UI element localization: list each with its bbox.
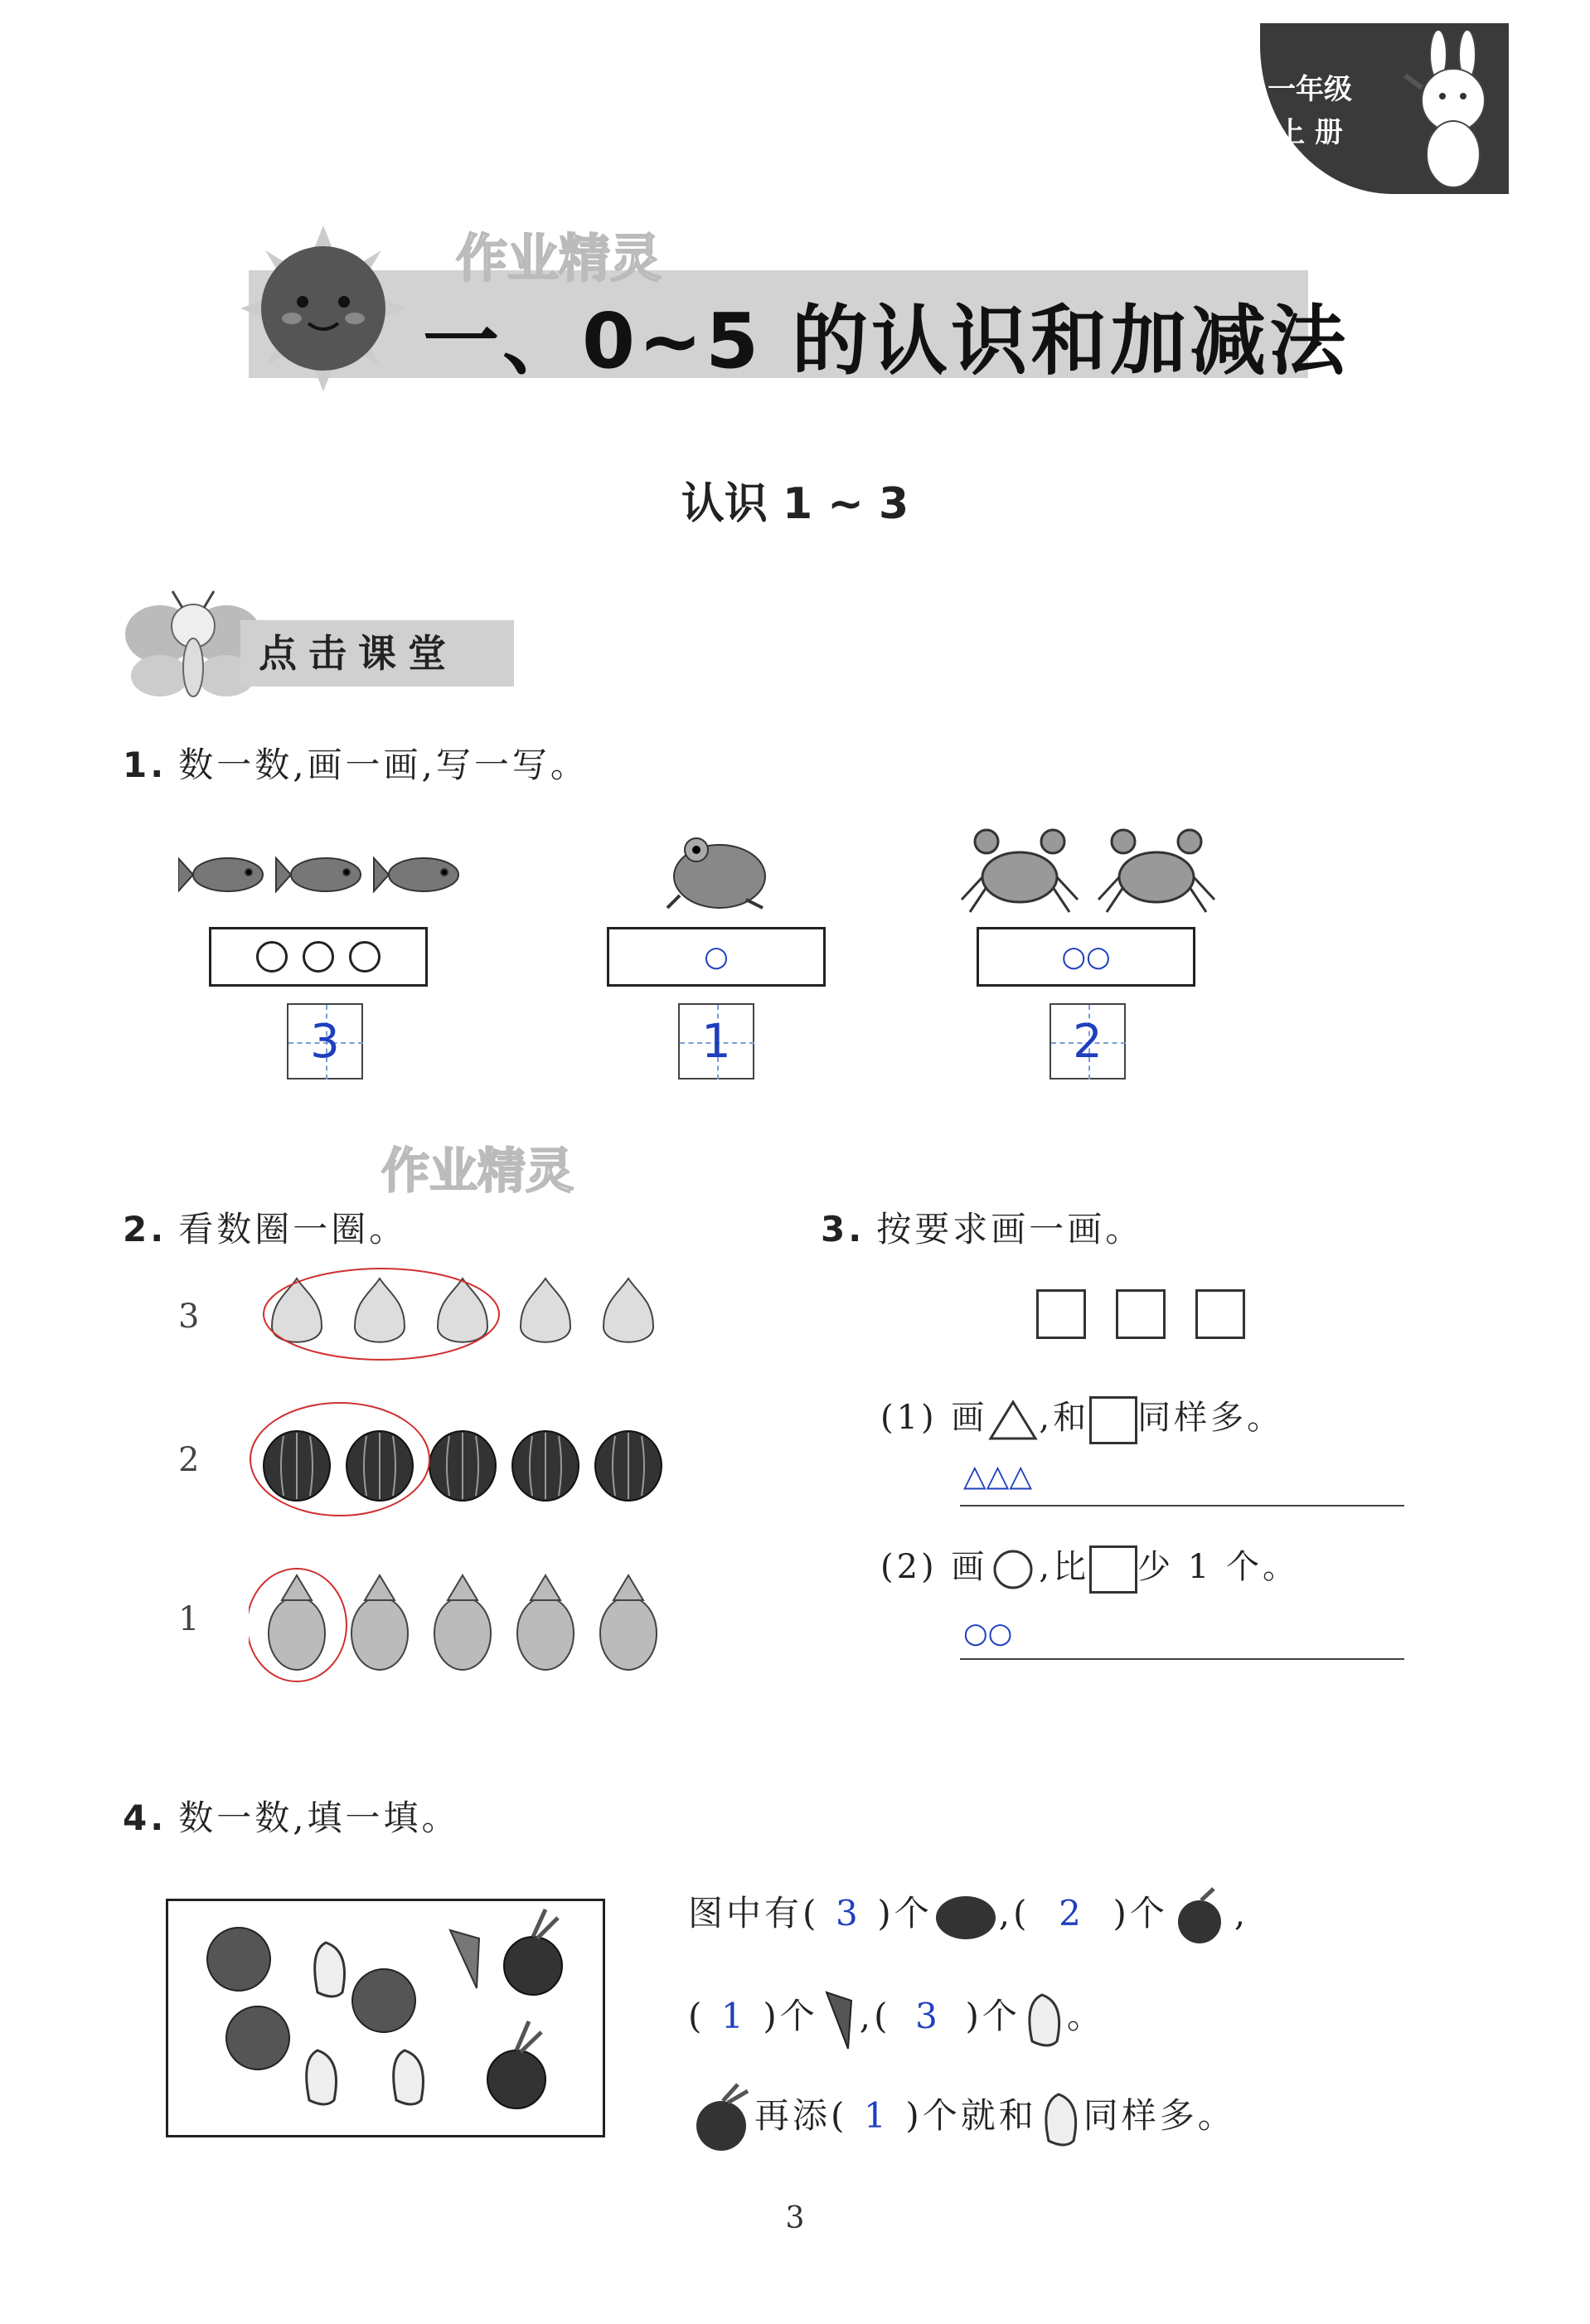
q3-part2-label: (2) xyxy=(880,1548,938,1586)
q3-part2-line xyxy=(960,1658,1404,1660)
q1-text: 数一数,画一画,写一写。 xyxy=(178,745,589,785)
q1-frog-answer: 1 xyxy=(701,1014,731,1069)
carrot-icon xyxy=(450,1930,479,1988)
q4-text: )个就和 xyxy=(905,2095,1037,2136)
q1-crab-drawn: ○○ xyxy=(1061,940,1111,973)
q4-picture-box xyxy=(166,1899,605,2137)
rabbit-icon xyxy=(1397,30,1505,196)
square-icon xyxy=(1089,1545,1137,1594)
grade-label: 一年级 xyxy=(1268,73,1352,106)
q4-text: )个 xyxy=(763,1996,818,2036)
q1-frog-drawn: ○ xyxy=(704,940,729,973)
q3-square xyxy=(1195,1289,1245,1339)
q2-row-number: 1 xyxy=(178,1600,200,1638)
q3-number: 3. xyxy=(821,1209,865,1249)
section-title: 认识 1 ~ 3 xyxy=(681,479,909,529)
q2-number: 2. xyxy=(123,1209,167,1249)
q4-line3 xyxy=(688,2081,1236,2156)
q1-fish-writebox[interactable] xyxy=(287,1003,363,1080)
circle-mark xyxy=(303,941,334,973)
pepper-icon xyxy=(1037,2088,1083,2149)
q3-square xyxy=(1036,1289,1086,1339)
sun-icon xyxy=(240,226,406,391)
circle-icon xyxy=(987,1548,1039,1591)
q2-row-number: 2 xyxy=(178,1441,200,1479)
tomato-icon xyxy=(207,1928,415,2069)
q3-part2-text-b: ,比 xyxy=(1039,1548,1090,1586)
q4-text: 数一数,填一填。 xyxy=(178,1798,460,1838)
q4-answer-radish[interactable]: 2 xyxy=(1059,1893,1084,1933)
q4-text: ,( xyxy=(859,1996,891,2036)
q2-prompt xyxy=(123,1202,407,1252)
radish-icon xyxy=(688,2081,754,2156)
q3-square xyxy=(1116,1289,1166,1339)
q3-text: 按要求画一画。 xyxy=(876,1209,1144,1249)
q3-part1-text-a: 画 xyxy=(951,1399,988,1437)
q3-part2 xyxy=(880,1540,1299,1594)
q4-text: )个 xyxy=(1113,1893,1168,1933)
q1-crab-drawbox[interactable] xyxy=(977,927,1195,987)
pear-icon xyxy=(272,1278,653,1342)
q1-crab-answer: 2 xyxy=(1073,1014,1103,1069)
grade-tab xyxy=(1260,23,1509,194)
q4-answer-pepper[interactable]: 3 xyxy=(915,1996,941,2036)
q1-number: 1. xyxy=(123,745,167,785)
q4-text: ,( xyxy=(998,1893,1030,1933)
pineapple-icon xyxy=(269,1575,657,1670)
q4-prompt xyxy=(123,1791,460,1841)
triangle-icon xyxy=(987,1399,1039,1442)
q3-part1-text-b: ,和 xyxy=(1039,1399,1090,1437)
volume-label: 上 册 xyxy=(1277,116,1343,149)
q3-part2-answer[interactable]: ○○ xyxy=(963,1617,1013,1650)
q4-line1 xyxy=(688,1886,1248,1945)
circle-mark xyxy=(349,941,381,973)
q3-part2-text-a: 画 xyxy=(951,1548,988,1586)
q3-part1-answer[interactable]: △△△ xyxy=(963,1459,1033,1493)
q4-text: 再添( xyxy=(754,2095,848,2136)
q2-text: 看数圈一圈。 xyxy=(178,1209,408,1249)
q1-crab-writebox[interactable] xyxy=(1049,1003,1126,1080)
watermark: 作业精灵 xyxy=(381,1143,574,1199)
q1-frog-writebox[interactable] xyxy=(678,1003,754,1080)
q4-text: 。 xyxy=(1066,1996,1105,2036)
q4-line2 xyxy=(688,1986,1105,2052)
q4-text: 同样多。 xyxy=(1083,2095,1236,2136)
q4-text: , xyxy=(1234,1893,1249,1933)
crab-group-icon xyxy=(957,821,1223,920)
page-number: 3 xyxy=(785,2201,805,2235)
q1-frog-drawbox[interactable] xyxy=(607,927,826,987)
fish-group-icon xyxy=(178,829,477,912)
q2-fruit-grid xyxy=(249,1260,680,1691)
q3-part1 xyxy=(880,1391,1283,1444)
q4-text: 图中有( xyxy=(688,1893,820,1933)
q4-number: 4. xyxy=(123,1798,167,1838)
pepper-icon xyxy=(1020,1988,1067,2050)
q2-row-number: 3 xyxy=(178,1298,200,1336)
carrot-icon xyxy=(818,1986,860,2052)
vegetable-scene xyxy=(168,1901,603,2135)
q3-part1-label: (1) xyxy=(880,1399,938,1437)
radish-icon xyxy=(487,1909,562,2108)
q1-fish-answer: 3 xyxy=(310,1014,340,1069)
q3-part1-line xyxy=(960,1505,1404,1506)
square-icon xyxy=(1089,1396,1137,1444)
tomato-icon xyxy=(933,1891,999,1941)
q4-text: )个 xyxy=(965,1996,1020,2036)
q4-text: ( xyxy=(688,1996,705,2036)
q3-prompt xyxy=(821,1202,1143,1252)
chapter-title: 一、0~5 的认识和加减法 xyxy=(423,297,1350,386)
q1-prompt xyxy=(123,738,589,788)
radish-icon xyxy=(1168,1887,1234,1945)
q1-fish-drawbox[interactable] xyxy=(209,927,428,987)
q3-part1-text-c: 同样多。 xyxy=(1137,1399,1284,1437)
watermark: 作业精灵 xyxy=(456,228,662,289)
q4-answer-tomato[interactable]: 3 xyxy=(836,1893,861,1933)
q4-answer-add[interactable]: 1 xyxy=(864,2095,890,2136)
frog-icon xyxy=(663,825,771,916)
circle-mark xyxy=(256,941,288,973)
q4-answer-carrot[interactable]: 1 xyxy=(721,1996,747,2036)
q4-text: )个 xyxy=(877,1893,933,1933)
classroom-label: 点击课堂 xyxy=(259,631,458,676)
q3-part2-text-c: 少 1 个。 xyxy=(1137,1548,1299,1586)
